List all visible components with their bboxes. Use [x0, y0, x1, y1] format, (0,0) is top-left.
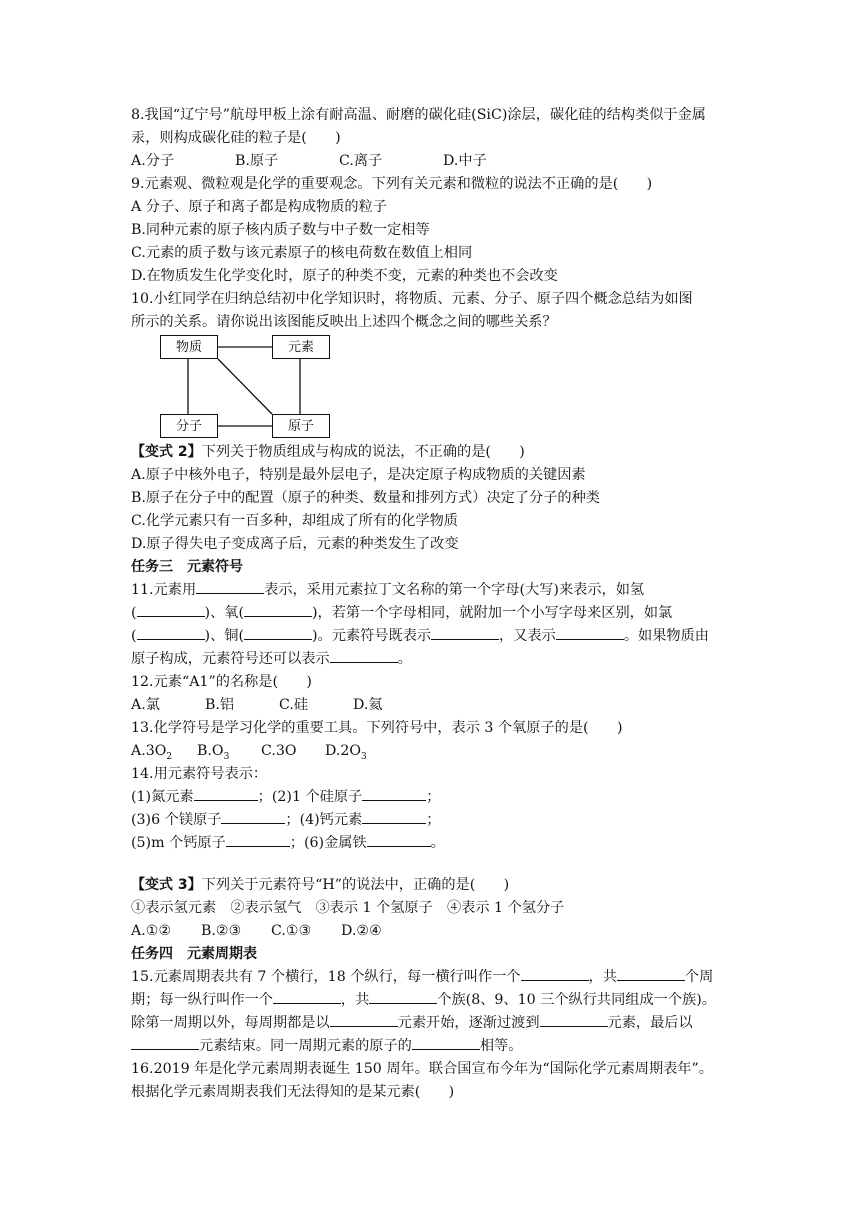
fill-blank[interactable]: [221, 809, 285, 824]
q13-option-b-text: B.O: [197, 743, 224, 759]
q15-text: 期；每一纵行叫作一个: [131, 992, 273, 1008]
variant3-question: 下列关于元素符号“H”的说法中，正确的是( ): [201, 877, 510, 893]
q15-text: ，共: [588, 969, 617, 985]
q8-option-a: A.分子: [131, 153, 175, 169]
q11-text: )、氧(: [204, 605, 244, 621]
fill-blank[interactable]: [362, 809, 426, 824]
q8-option-d: D.中子: [443, 153, 487, 169]
q15-text: 除第一周期以外，每周期都是以: [131, 1015, 330, 1031]
variant2-question: 下列关于物质组成与构成的说法，不正确的是( ): [201, 444, 525, 460]
q13-option-d: [325, 740, 367, 768]
q15-text: ，共: [340, 992, 370, 1008]
q9-option-a: A 分子、原子和离子都是构成物质的粒子: [131, 199, 387, 215]
q11-text: )。元素符号既表示: [312, 628, 432, 644]
fill-blank[interactable]: [617, 966, 685, 981]
variant3-tag: 【变式 3】: [131, 877, 202, 893]
q11-line1: [131, 579, 644, 601]
q13-stem: 13.化学符号是学习化学的重要工具。下列符号中，表示 3 个氧原子的是( ): [131, 720, 623, 736]
variant3-option-a: A.①②: [131, 923, 172, 939]
q14-text: (3)6 个镁原子: [131, 812, 222, 828]
fill-blank[interactable]: [431, 625, 499, 640]
fill-blank[interactable]: [226, 832, 290, 847]
fill-blank[interactable]: [137, 602, 205, 617]
variant3-option-b: B.②③: [201, 923, 242, 939]
q14-text: ；: [426, 789, 441, 805]
variant2-option-b: B.原子在分子中的配置（原子的种类、数量和排列方式）决定了分子的种类: [131, 490, 600, 506]
q8-line1: 8.我国“辽宁号”航母甲板上涂有耐高温、耐磨的碳化硅(SiC)涂层，碳化硅的结构类似于金属: [131, 107, 706, 123]
q12-option-d: D.氦: [353, 697, 383, 713]
subscript: 3: [223, 751, 230, 762]
q14-text: ；(6)金属铁: [289, 835, 367, 851]
q14-text: ；: [426, 812, 441, 828]
q11-text: (: [131, 605, 137, 621]
fill-blank[interactable]: [244, 625, 312, 640]
q13-option-a-text: A.3O: [131, 743, 167, 759]
variant3-option-d: D.②④: [341, 923, 382, 939]
fill-blank[interactable]: [412, 1035, 480, 1050]
q15-text: 元素开始，逐渐过渡到: [397, 1015, 540, 1031]
box-atom: 原子: [272, 414, 330, 438]
q16-line2: 根据化学元素周期表我们无法得知的是某元素( ): [131, 1084, 455, 1100]
fill-blank[interactable]: [196, 579, 264, 594]
q11-text: 表示，采用元素拉丁文名称的第一个字母(大写)来表示，如氢: [264, 582, 645, 598]
q13-option-c-text: C.3O: [261, 743, 297, 759]
variant2-option-d: D.原子得失电子变成离子后，元素的种类发生了改变: [131, 536, 459, 552]
q15-line3: [131, 1012, 693, 1034]
fill-blank[interactable]: [131, 1035, 199, 1050]
q15-text: 15.元素周期表共有 7 个横行，18 个纵行，每一横行叫作一个: [131, 969, 521, 985]
variant2-stem: [131, 441, 525, 463]
q12-options: [131, 694, 383, 716]
fill-blank[interactable]: [137, 625, 205, 640]
q9-option-d: D.在物质发生化学变化时，原子的种类不变，元素的种类也不会改变: [131, 268, 558, 284]
q13-option-c: [261, 740, 325, 762]
task3-heading: 任务三 元素符号: [131, 559, 243, 575]
q9-option-b: B.同种元素的原子核内质子数与中子数一定相等: [131, 222, 430, 238]
q14-row3: [131, 832, 445, 854]
q11-line2: [131, 602, 672, 624]
q11-text: 原子构成，元素符号还可以表示: [131, 651, 330, 667]
q11-text: (: [131, 628, 137, 644]
q8-line2: 汞，则构成碳化硅的粒子是( ): [131, 130, 341, 146]
q11-text: ，又表示: [499, 628, 556, 644]
q15-text: 个族(8、9、10 三个纵行共同组成一个族)。: [437, 992, 716, 1008]
q15-text: 元素结束。同一周期元素的原子的: [199, 1038, 412, 1054]
q10-line1: 10.小红同学在归纳总结初中化学知识时，将物质、元素、分子、原子四个概念总结为如图: [131, 291, 693, 307]
fill-blank[interactable]: [367, 832, 431, 847]
subscript: 3: [361, 751, 367, 762]
q11-line4: [131, 648, 412, 670]
q15-line4: [131, 1035, 522, 1057]
fill-blank[interactable]: [540, 1012, 608, 1027]
variant3-stem: [131, 874, 509, 896]
variant2-tag: 【变式 2】: [131, 444, 202, 460]
fill-blank[interactable]: [362, 786, 426, 801]
q14-row1: [131, 786, 440, 808]
q15-line2: [131, 989, 716, 1011]
q11-text: )，若第一个字母相同，就附加一个小写字母来区别，如氯: [312, 605, 673, 621]
q9-option-c: C.元素的质子数与该元素原子的核电荷数在数值上相同: [131, 245, 473, 261]
fill-blank[interactable]: [556, 625, 624, 640]
q11-text: 11.元素用: [131, 582, 197, 598]
subscript: 2: [166, 751, 173, 762]
q8-option-b: B.原子: [235, 153, 279, 169]
q13-option-d-text: D.2O: [325, 743, 362, 759]
variant3-options: [131, 920, 382, 942]
q12-option-a: A.氯: [131, 697, 160, 713]
q11-text: 。: [397, 651, 412, 667]
q12-stem: 12.元素“A1”的名称是( ): [131, 674, 312, 690]
fill-blank[interactable]: [273, 989, 341, 1004]
q12-option-b: B.铝: [205, 697, 235, 713]
variant2-option-a: A.原子中核外电子，特别是最外层电子，是决定原子构成物质的关键因素: [131, 467, 586, 483]
variant3-items: ①表示氢元素 ②表示氢气 ③表示 1 个氢原子 ④表示 1 个氢分子: [131, 900, 565, 916]
fill-blank[interactable]: [194, 786, 258, 801]
q15-text: 相等。: [479, 1038, 523, 1054]
q15-line1: [131, 966, 713, 988]
q10-line2: 所示的关系。请你说出该图能反映出上述四个概念之间的哪些关系？: [131, 314, 557, 330]
q9-stem: 9.元素观、微粒观是化学的重要观念。下列有关元素和微粒的说法不正确的是( ): [131, 176, 653, 192]
fill-blank[interactable]: [369, 989, 437, 1004]
q8-option-c: C.离子: [339, 153, 383, 169]
fill-blank[interactable]: [521, 966, 589, 981]
q11-text: 。如果物质由: [623, 628, 709, 644]
task4-heading: 任务四 元素周期表: [131, 946, 257, 962]
q14-text: 。: [430, 835, 445, 851]
q14-text: (1)氮元素: [131, 789, 194, 805]
q14-row2: [131, 809, 440, 831]
box-substance: 物质: [160, 335, 218, 359]
q16-line1: 16.2019 年是化学元素周期表诞生 150 周年。联合国宣布今年为“国际化学元素周期表年”。: [131, 1061, 713, 1077]
concept-relation-diagram: [160, 334, 330, 440]
fill-blank[interactable]: [330, 648, 398, 663]
variant2-option-c: C.化学元素只有一百多种，却组成了所有的化学物质: [131, 513, 458, 529]
q14-text: (5)m 个钙原子: [131, 835, 226, 851]
variant3-option-c: C.①③: [271, 923, 312, 939]
fill-blank[interactable]: [330, 1012, 398, 1027]
q15-text: 元素，最后以: [607, 1015, 693, 1031]
q8-options: [131, 150, 487, 172]
q11-line3: [131, 625, 709, 647]
box-molecule: 分子: [160, 414, 218, 438]
q14-text: ；(4)钙元素: [285, 812, 363, 828]
q11-text: )、铜(: [204, 628, 244, 644]
q14-text: ；(2)1 个硅原子: [257, 789, 363, 805]
q15-text: 个周: [684, 969, 714, 985]
q12-option-c: C.硅: [279, 697, 309, 713]
box-element: 元素: [272, 335, 330, 359]
fill-blank[interactable]: [244, 602, 312, 617]
q14-stem: 14.用元素符号表示：: [131, 766, 268, 782]
